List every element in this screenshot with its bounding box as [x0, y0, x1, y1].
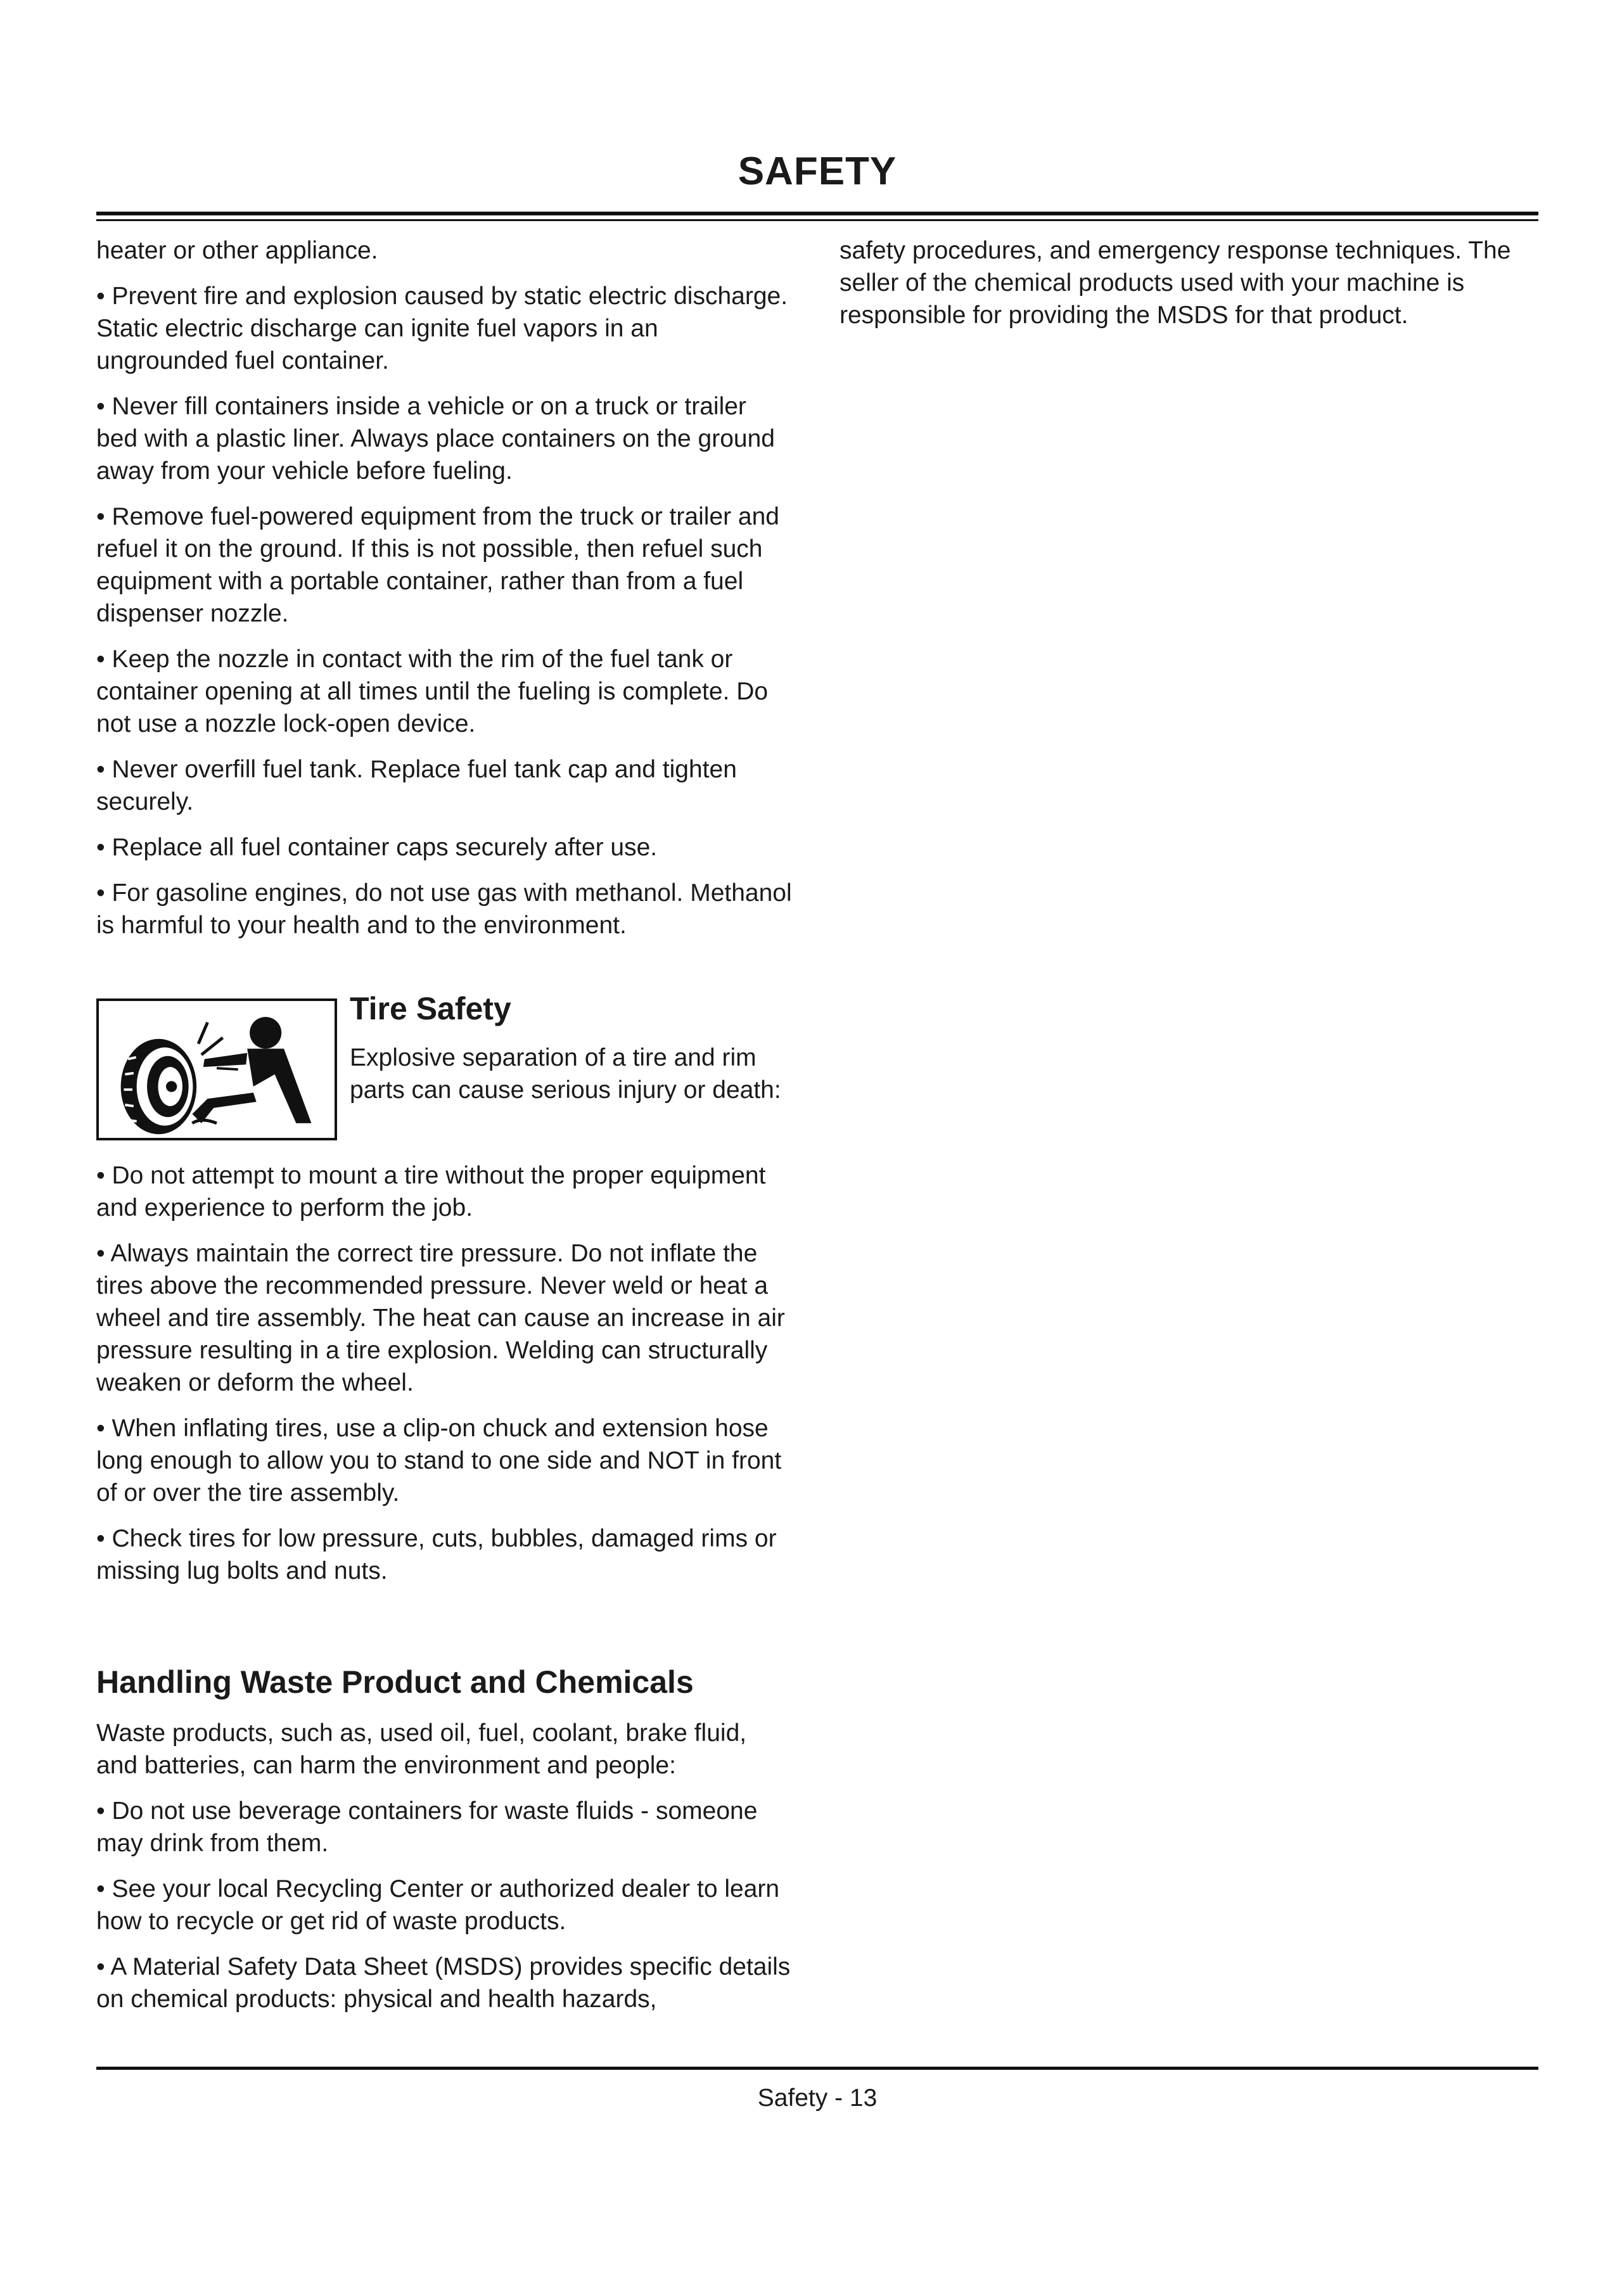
- header-rule-thin: [96, 219, 1538, 221]
- page-title: SAFETY: [738, 150, 897, 193]
- right-column: [840, 234, 1543, 345]
- tire-safety-bullets: [96, 1159, 793, 1587]
- tire-explosion-warning-icon: [96, 998, 337, 1140]
- waste-bullet-recycling: • See your local Recycling Center or authorized dealer to learn how to recycle or get rid of waste products.: [96, 1875, 780, 1935]
- fuel-bullet-container-vehicle: • Never fill containers inside a vehicle or on a truck or trailer bed with a plastic liner. Always place containers on the ground away from your vehicle before fueling.: [96, 393, 775, 485]
- tire-bullet-mounting: • Do not attempt to mount a tire without the proper equipment and experience to perform the job.: [96, 1162, 766, 1221]
- left-column: [96, 234, 793, 2029]
- msds-continuation: safety procedures, and emergency response techniques. The seller of the chemical products used with your machine is responsible for providing the MSDS for that product.: [840, 237, 1511, 329]
- tire-bullet-check: • Check tires for low pressure, cuts, bubbles, damaged rims or missing lug bolts and nuts.: [96, 1525, 777, 1585]
- fuel-bullet-overfill: • Never overfill fuel tank. Replace fuel tank cap and tighten securely.: [96, 756, 737, 815]
- tire-safety-intro: Explosive separation of a tire and rim parts can cause serious injury or death:: [350, 1044, 781, 1104]
- footer-rule: [96, 2067, 1538, 2070]
- tire-bullet-inflating: • When inflating tires, use a clip-on chuck and extension hose long enough to allow you to stand to one side and NOT in front of or over the tire assembly.: [96, 1415, 782, 1507]
- tire-safety-heading-block: [350, 990, 793, 1119]
- waste-intro: Waste products, such as, used oil, fuel, coolant, brake fluid, and batteries, can harm the environment and people:: [96, 1719, 747, 1779]
- fuel-bullet-remove-equipment: • Remove fuel-powered equipment from the truck or trailer and refuel it on the ground. If this is not possible, then refuel such equipment with a portable container, rather than from a fuel dispenser nozzle.: [96, 503, 779, 627]
- fuel-bullet-static-discharge: • Prevent fire and explosion caused by static electric discharge. Static electric discharge can ignite fuel vapors in an ungrounded fuel container.: [96, 283, 788, 374]
- tire-safety-section: [96, 990, 793, 1132]
- waste-bullet-beverage: • Do not use beverage containers for waste fluids - someone may drink from them.: [96, 1797, 758, 1857]
- fuel-bullet-methanol: • For gasoline engines, do not use gas with methanol. Methanol is harmful to your health and to the environment.: [96, 879, 792, 939]
- tire-safety-heading: Tire Safety: [350, 991, 511, 1026]
- waste-heading: Handling Waste Product and Chemicals: [96, 1664, 694, 1700]
- fuel-bullet-caps: • Replace all fuel container caps securely after use.: [96, 834, 658, 861]
- page-number: Safety - 13: [757, 2084, 878, 2112]
- page-header: [96, 152, 1538, 191]
- fuel-paragraph: heater or other appliance.: [96, 237, 378, 264]
- tire-bullet-pressure: • Always maintain the correct tire pressure. Do not inflate the tires above the recommended pressure. Never weld or heat a wheel and tire assembly. The heat can cause an increase in air pressure resulting in a tire explosion. Welding can structurally weaken or deform the wheel.: [96, 1240, 785, 1396]
- waste-bullet-msds: • A Material Safety Data Sheet (MSDS) provides specific details on chemical products: physical and health hazards,: [96, 1953, 791, 2013]
- header-double-rule: [96, 212, 1538, 223]
- header-rule-thick: [96, 212, 1538, 215]
- fuel-bullet-nozzle-contact: • Keep the nozzle in contact with the rim of the fuel tank or container opening at all times until the fueling is complete. Do not use a nozzle lock-open device.: [96, 646, 769, 737]
